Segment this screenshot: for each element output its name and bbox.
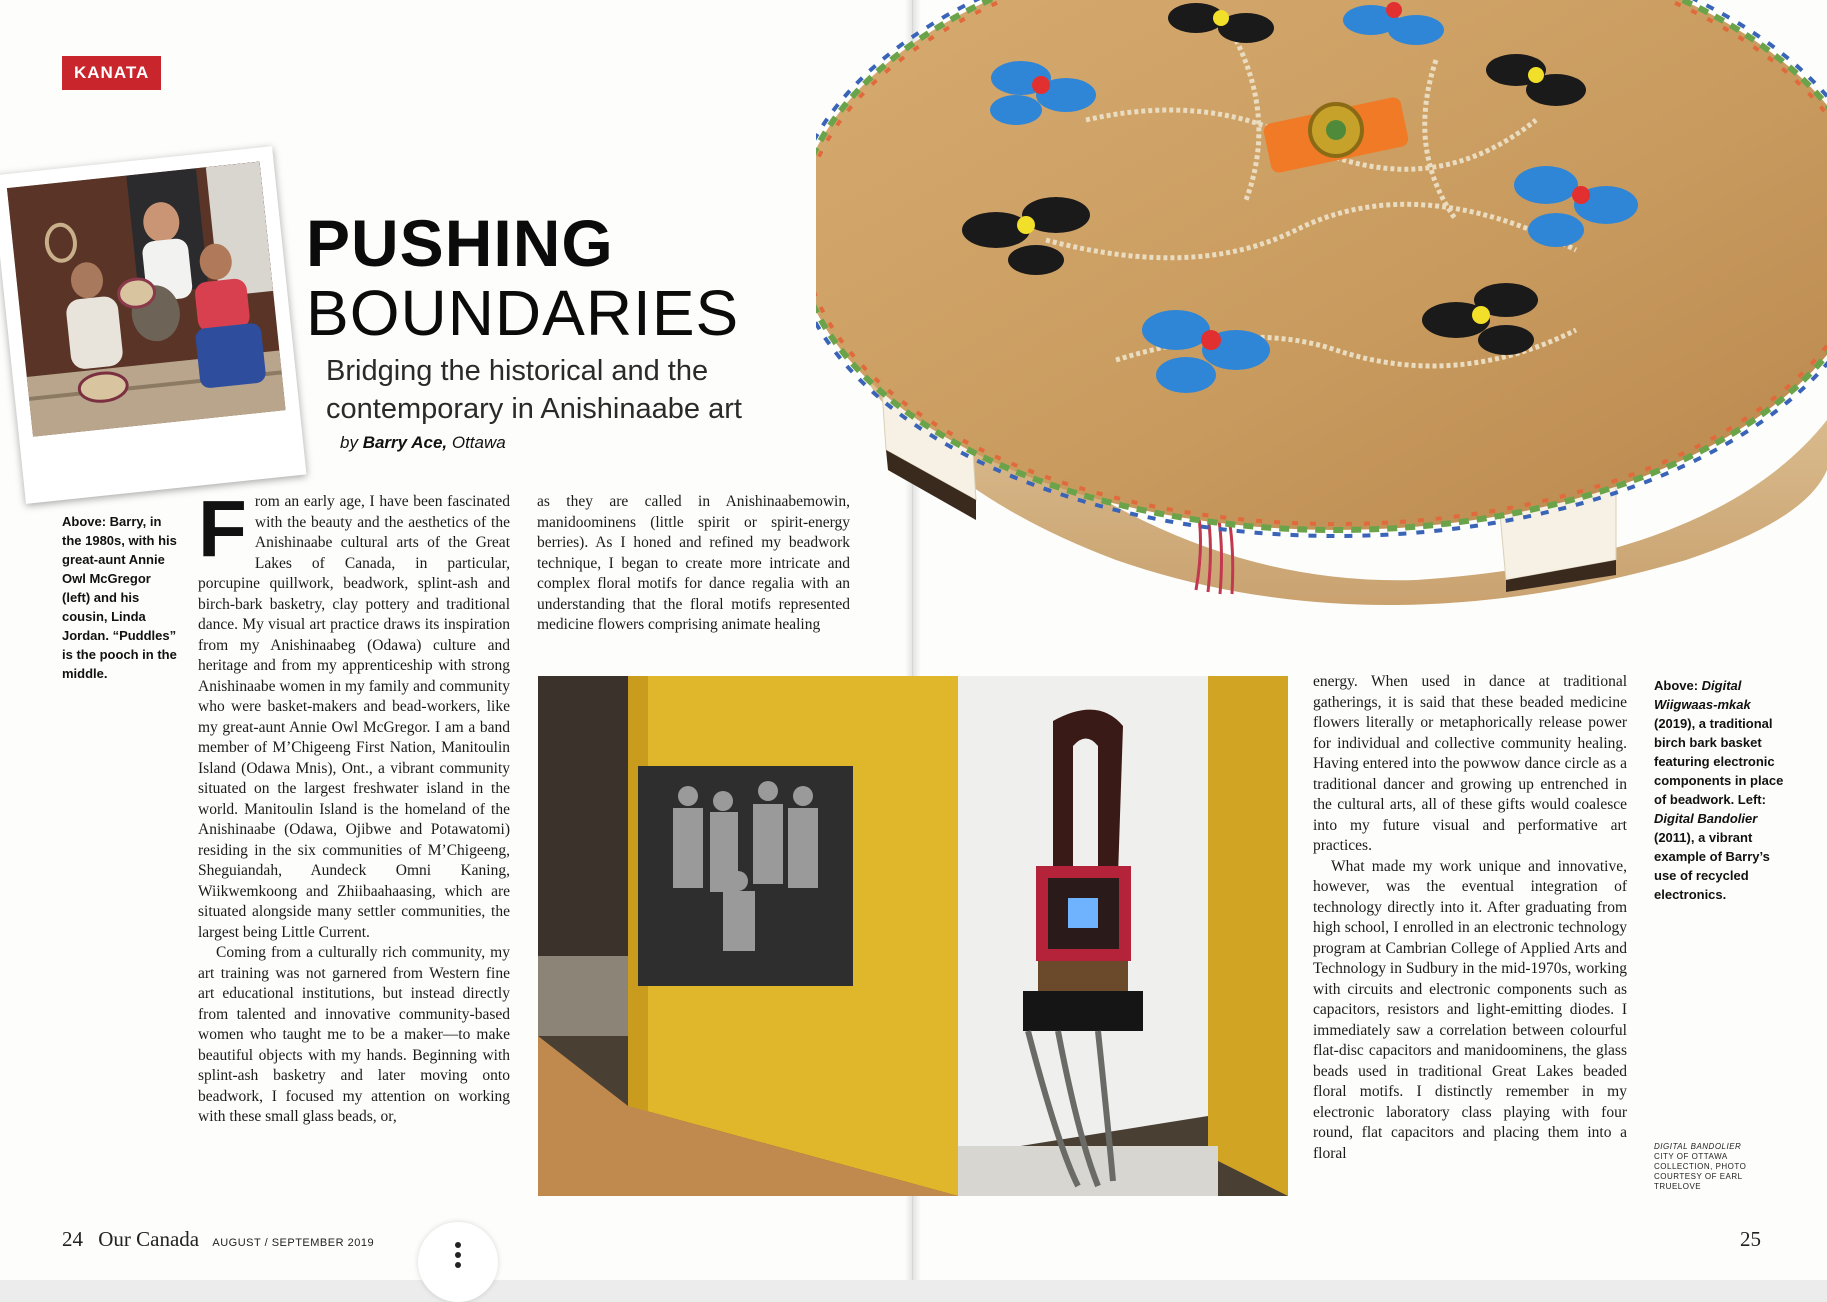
gallery-photo [538, 676, 1288, 1196]
dot-icon [455, 1262, 461, 1268]
article-paragraph: energy. When used in dance at traditional gatherings, it is said that these beaded medicine flowers literally or metaphorically release power for individual and collective community healing. Having entered into the powwow dance circle as a traditional dancer and growing up entrenched in the cultural arts, all of these gifts would coalesce into my future visual and performative art practices. [1313, 673, 1627, 854]
page-number-right: 25 [1740, 1227, 1761, 1251]
article-column-1 [198, 484, 510, 1128]
basket-photo [816, 0, 1827, 650]
dot-icon [455, 1242, 461, 1248]
article-column-3 [1313, 672, 1627, 1164]
credit-text: CITY OF OTTAWA COLLECTION, PHOTO COURTESY OF EARL TRUELOVE [1654, 1152, 1747, 1191]
basket-caption [1654, 676, 1784, 904]
article-column-2 [537, 492, 850, 636]
section-tag: KANATA [62, 56, 161, 90]
magazine-name: Our Canada [98, 1227, 200, 1251]
byline-prefix: by [340, 433, 358, 452]
byline-location: Ottawa [451, 433, 506, 452]
photo-credit [1654, 1142, 1764, 1192]
caption-text: (2019), a traditional birch bark basket featuring electronic components in place of beadwork. Left: [1654, 716, 1784, 807]
subhead: Bridging the historical and the contemporary in Anishinaabe art [326, 355, 742, 425]
caption-text: (2011), a vibrant example of Barry’s use of recycled electronics. [1654, 830, 1770, 902]
issue-date: AUGUST / SEPTEMBER 2019 [212, 1237, 375, 1249]
dot-icon [455, 1252, 461, 1258]
credit-title: DIGITAL BANDOLIER [1654, 1142, 1742, 1151]
family-photo-caption: Above: Barry, in the 1980s, with his great-aunt Annie Owl McGregor (left) and his cousin, Linda Jordan. “Puddles” is the pooch in the middle. [62, 514, 177, 681]
paragraph-text: rom an early age, I have been fascinated with the beauty and the aesthetics of the Anishinaabe cultural arts of the Great Lakes of Canada, in particular, porcupine quillwork, beadwork, splint-ash and birch-bark basketry, clay pottery and traditional dance. My visual art practice draws its inspiration from my Anishinaabeg (Odawa) culture and heritage and from my apprenticeship with strong Anishinaabe women in my family and community who were basket-makers and bead-workers, like my great-aunt Annie Owl McGregor. I am a band member of M’Chigeeng First Nation, Manitoulin Island (Odawa Mnis), Ont., a vibrant community situated on the largest freshwater island in the world. Manitoulin Island is the homeland of the Anishinaabe (Odawa, Ojibwe and Potawatomi) residing in the six communities of M’Chigeeng, Sheguiandah, Aundeck Omni Kaning, Wiikwemkoong and Zhiibaahaasing, which are situated alongside many settler communities, the largest being Little Current. [198, 493, 510, 941]
byline [340, 433, 506, 453]
article-paragraph: as they are called in Anishinaabemowin, manidoominens (little spirit or spirit-energy berries). As I honed and refined my beadwork technique, I began to create more intricate and complex floral motifs for dance regalia with an understanding that the floral motifs represented medicine flowers comprising animate healing [537, 493, 850, 633]
article-paragraph: Coming from a culturally rich community, my art training was not garnered from Western fine art educational institutions, but instead directly from talented and innovative community-based women who taught me to be a maker—to make beautiful objects with my hands. Beginning with splint-ash basketry and later moving onto beadwork, I focused my attention on working with these small glass beads, or, [198, 944, 510, 1125]
headline-line-2: BOUNDARIES [306, 277, 740, 349]
byline-author: Barry Ace, [362, 433, 448, 452]
more-options-button[interactable] [418, 1222, 498, 1302]
drop-cap: F [198, 484, 247, 573]
folio-left [62, 1227, 374, 1252]
article-paragraph: What made my work unique and innovative, however, was the eventual integration of technology directly into it. After graduating from high school, I enrolled in an electronic technology program at Cambrian College of Applied Arts and Technology in Sudbury in the mid-1970s, working with circuits and electronic components such as capacitors, resistors and light-emitting diodes. I immediately saw a correlation between colourful flat-disc capacitors and manidoominens, the glass beads used in traditional Great Lakes beaded floral motifs. I distinctly remember in my electronic laboratory class playing with four round, flat capacitors and placing them into a floral [1313, 857, 1627, 1162]
artwork-title: Digital Bandolier [1654, 811, 1758, 826]
headline [306, 208, 739, 348]
article-paragraph [198, 484, 510, 943]
family-photo-image [7, 162, 286, 437]
artwork-title: Digital Wiigwaas-mkak [1654, 678, 1751, 712]
page-number-left: 24 [62, 1227, 83, 1251]
caption-lead: Above: [1654, 678, 1702, 693]
family-photo [0, 146, 306, 504]
headline-line-1: PUSHING [306, 206, 614, 280]
